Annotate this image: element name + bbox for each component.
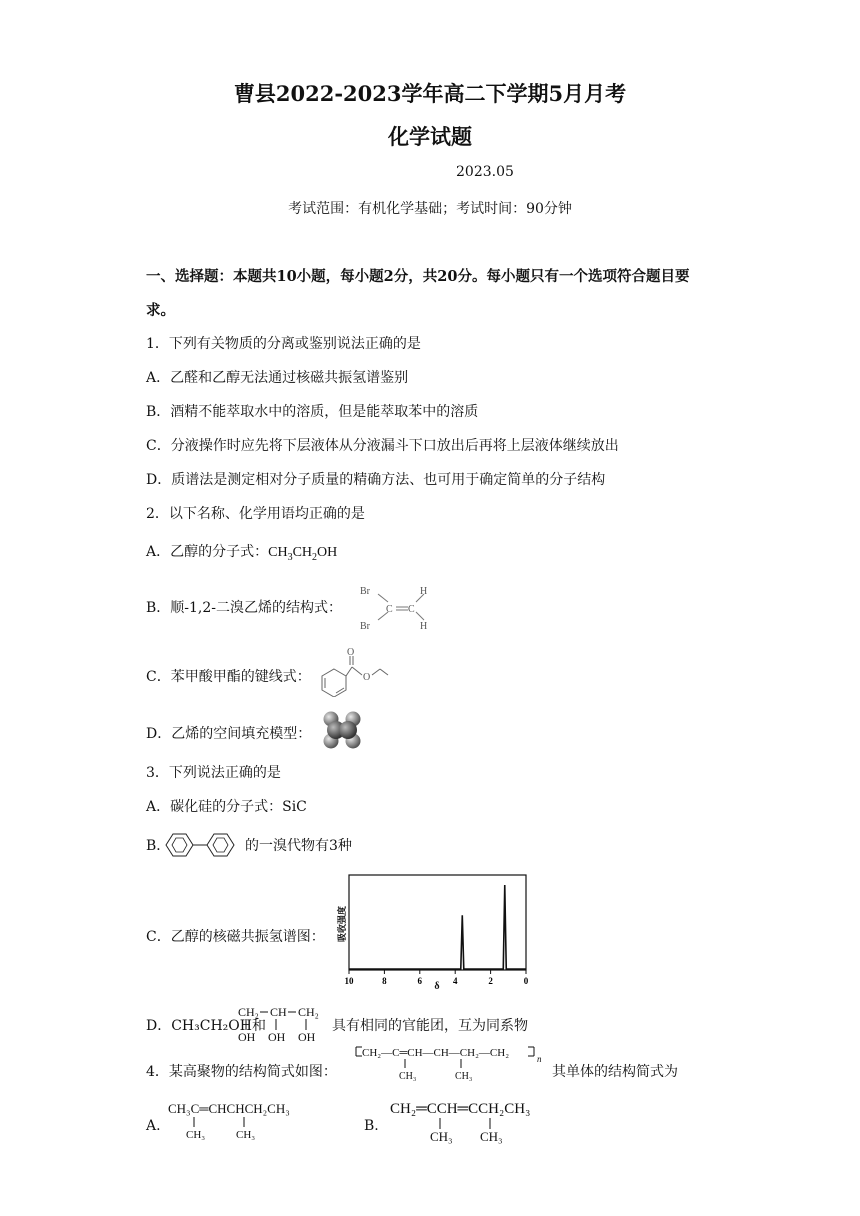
question-2-option-d-label: D．乙烯的空间填充模型：: [146, 726, 312, 742]
polymer-chain: CH₂—C═CH—CH—CH₂—CH₂: [362, 1047, 510, 1059]
methyl-sub: CH₃: [399, 1071, 417, 1082]
question-2-option-a: [146, 541, 337, 563]
question-1-option-a: A．乙醛和乙醇无法通过核磁共振氢谱鉴别: [146, 370, 409, 386]
question-3-option-d-text: 具有相同的官能团，互为同系物: [332, 1018, 528, 1034]
methyl-sub: CH₃: [455, 1071, 473, 1082]
nmr-x-tick-label: 10: [344, 976, 354, 986]
question-3-option-a: A．碳化硅的分子式：SiC: [146, 799, 307, 815]
nmr-x-tick-label: 4: [452, 976, 458, 986]
biphenyl-structure: [163, 830, 243, 860]
question-3-option-b-label: B．: [146, 838, 171, 854]
ethanol-formula: $CH_3CH_2OH$: [268, 545, 338, 563]
question-2-option-b-label: B．顺-1,2-二溴乙烯的结构式：: [146, 600, 343, 616]
nmr-x-tick-label: 2: [488, 976, 493, 986]
question-3-option-b-text: 的一溴代物有3种: [245, 838, 352, 854]
atom-h: H: [420, 586, 428, 597]
methyl-sub: CH₃: [480, 1129, 503, 1144]
page-subtitle: 化学试题: [388, 124, 472, 149]
methyl-benzoate-skeletal: [316, 645, 392, 697]
atom-br: Br: [360, 586, 370, 597]
nmr-y-axis-label: 吸收强度: [337, 905, 347, 943]
methyl-sub: CH₃: [186, 1129, 206, 1141]
atom-ch2: CH₂: [298, 1005, 319, 1019]
nmr-x-axis-label: δ: [434, 981, 440, 992]
question-4-stem: 4．某高聚物的结构简式如图：: [146, 1064, 337, 1080]
question-4-option-b-label: B.: [364, 1118, 379, 1134]
ethylene-space-filling-model: [322, 710, 362, 750]
question-2-stem: 2．以下名称、化学用语均正确的是: [146, 506, 365, 522]
page-title: 曹县2022-2023学年高二下学期5月月考: [233, 81, 627, 106]
nmr-x-tick-label: 8: [382, 976, 387, 986]
polymer-n: n: [537, 1054, 542, 1064]
question-4-option-a-label: A.: [146, 1118, 161, 1134]
question-4-stem-suffix: 其单体的结构简式为: [552, 1064, 678, 1080]
atom-h: H: [420, 621, 428, 632]
question-4-option-a-structure: [164, 1096, 314, 1142]
question-2-option-a-label: A．乙醇的分子式：: [146, 544, 269, 560]
question-1-option-c: C．分液操作时应先将下层液体从分液漏斗下口放出后再将上层液体继续放出: [146, 438, 619, 454]
atom-c: C: [386, 604, 393, 615]
atom-br: Br: [360, 621, 370, 632]
question-1-option-b: B．酒精不能萃取水中的溶质，但是能萃取苯中的溶质: [146, 404, 479, 420]
nmr-x-tick-label: 6: [417, 976, 423, 986]
nmr-x-tick-label: 0: [523, 976, 529, 986]
methyl-sub: CH₃: [236, 1129, 256, 1141]
monomer-a-chain: CH₃C═CHCHCH₂CH₃: [168, 1101, 290, 1116]
polymer-structure: [352, 1042, 548, 1084]
section-heading: 一、选择题：本题共10小题，每小题2分，共20分。每小题只有一个选项符合题目要: [146, 268, 690, 285]
atom-oh: OH: [298, 1030, 316, 1044]
methyl-sub: CH₃: [430, 1129, 453, 1144]
atom-ch2: CH₂: [238, 1005, 259, 1019]
question-3-option-d-prefix: D．CH₃CH₂OH和: [146, 1018, 266, 1034]
nmr-plot-frame: [349, 875, 526, 970]
exam-date: 2023.05: [456, 164, 514, 180]
atom-o: O: [363, 672, 371, 683]
glycerol-structure: [234, 1000, 330, 1044]
exam-scope: 考试范围：有机化学基础；考试时间：90分钟: [288, 201, 572, 217]
nmr-spectrum-chart: [332, 872, 532, 992]
atom-oh: OH: [268, 1030, 286, 1044]
question-1-stem: 1．下列有关物质的分离或鉴别说法正确的是: [146, 336, 421, 352]
nmr-trace: [349, 885, 526, 969]
atom-c: C: [408, 604, 415, 615]
question-3-stem: 3．下列说法正确的是: [146, 765, 281, 781]
atom-oh: OH: [238, 1030, 256, 1044]
section-heading-cont: 求。: [146, 302, 175, 319]
question-2-option-c-label: C．苯甲酸甲酯的键线式：: [146, 669, 311, 685]
monomer-b-chain: CH₂═CCH═CCH₂CH₃: [390, 1101, 531, 1117]
atom-o: O: [347, 647, 355, 658]
question-3-option-c-label: C．乙醇的核磁共振氢谱图：: [146, 929, 325, 945]
question-1-option-d: D．质谱法是测定相对分子质量的精确方法、也可用于确定简单的分子结构: [146, 472, 606, 488]
dibromoethene-structure: [352, 578, 442, 634]
question-4-option-b-structure: [386, 1094, 562, 1144]
atom-ch: CH: [270, 1005, 287, 1019]
